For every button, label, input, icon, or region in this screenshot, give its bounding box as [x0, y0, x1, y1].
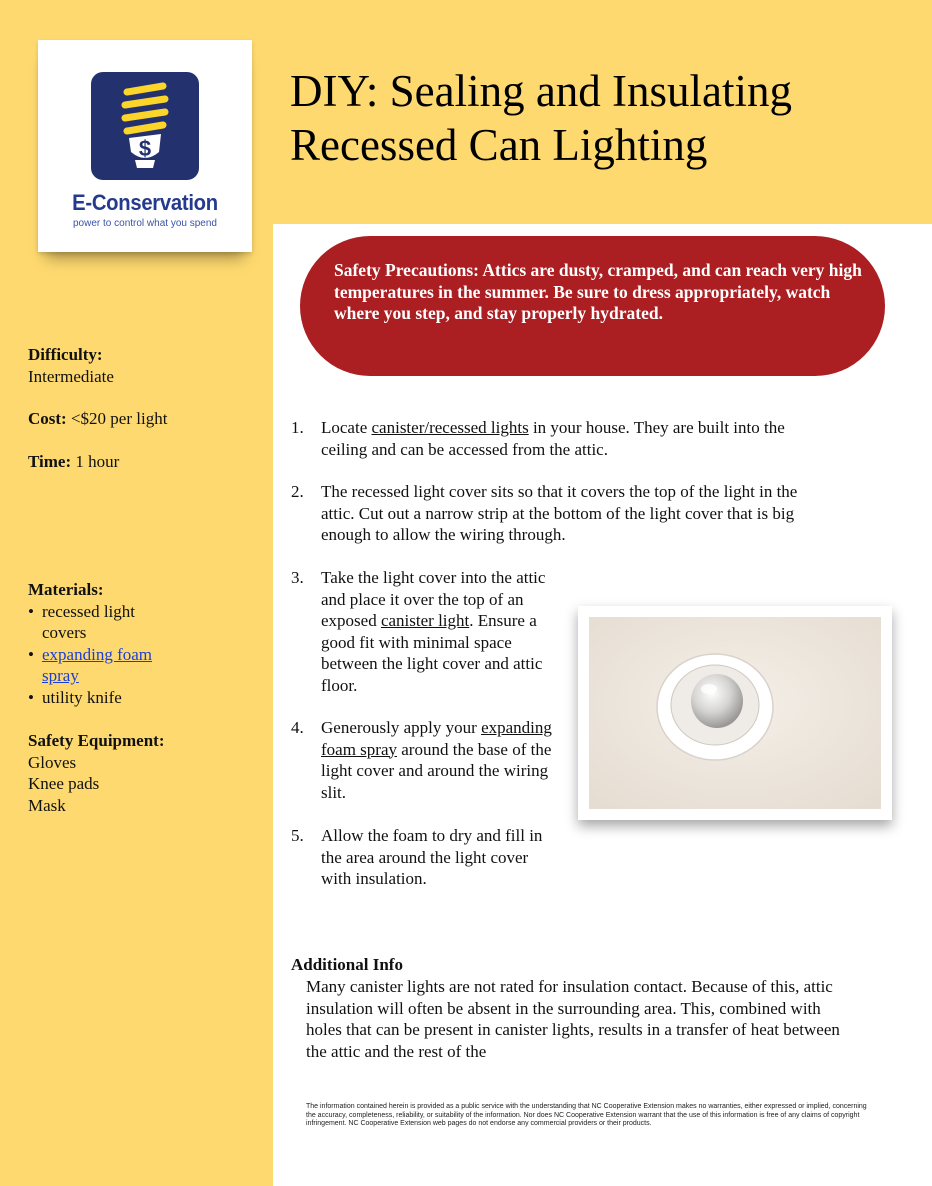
list-item[interactable]	[28, 644, 172, 687]
list-item: • utility knife	[28, 687, 268, 709]
page-title-line-2: Recessed Can Lighting	[290, 120, 708, 170]
disclaimer: The information contained herein is provided as a public service with the understanding that NC Cooperative Extension makes no warranties, either expressed or implied, concerning the accuracy, completeness, reliability, or suitability of the information. Nor does NC Cooperative Extension warrant that the use of this information is free of any claims of copyright infringement. NC Cooperative Extension web pages do not endorse any commercial providers or their products.	[306, 1103, 867, 1127]
logo-card	[38, 40, 252, 252]
time-value: 1 hour	[71, 452, 120, 471]
materials-list	[28, 601, 268, 709]
recessed-light-photo	[578, 606, 892, 820]
list-item: Knee pads	[28, 774, 100, 793]
svg-text:$: $	[138, 136, 152, 161]
safety-banner	[300, 236, 885, 376]
canister-recessed-lights-link[interactable]: canister/recessed lights	[371, 418, 529, 437]
time-label: Time:	[28, 452, 72, 471]
safety-equipment-section	[28, 730, 268, 816]
list-item: • recessed light covers	[28, 601, 172, 644]
difficulty-label: Difficulty:	[28, 345, 103, 364]
step-number: 3.	[291, 568, 304, 587]
logo-tagline: power to control what you spend	[73, 218, 217, 229]
logo-brand: E-Conservation	[72, 190, 218, 215]
step-number: 5.	[291, 826, 304, 845]
additional-info-body: Many canister lights are not rated for insulation contact. Because of this, attic insulation will often be absent in the surrounding area. This, combined with holes that can be present in canister lights, results in a transfer of heat between the attic and the rest of the	[306, 977, 840, 1061]
additional-info-heading: Additional Info	[291, 955, 403, 974]
page-title-line-1: DIY: Sealing and Insulating	[290, 66, 793, 116]
list-item: Mask	[28, 795, 66, 815]
lightbulb-dollar-icon	[91, 72, 199, 180]
step-number: 1.	[291, 418, 304, 437]
page-title	[290, 64, 910, 172]
expanding-foam-link[interactable]: expanding foam spray	[42, 644, 152, 685]
cost-value: <$20 per light	[66, 409, 168, 428]
expanding-foam-spray-link[interactable]: expanding foam spray	[321, 718, 552, 759]
safety-equipment-label: Safety Equipment:	[28, 731, 165, 750]
step-number: 4.	[291, 718, 304, 737]
materials-label: Materials:	[28, 580, 104, 599]
materials-section	[28, 579, 268, 708]
step-number: 2.	[291, 482, 304, 501]
list-item: Gloves	[28, 752, 77, 772]
canister-light-link[interactable]: canister light	[380, 611, 470, 630]
safety-text: Safety Precautions: Attics are dusty, cramped, and can reach very high temperatures in the summer. Be sure to dress appropriately, watch where you step, and stay properly hydrated.	[334, 260, 862, 323]
cost-label: Cost:	[28, 409, 67, 428]
difficulty-value: Intermediate	[28, 366, 114, 386]
